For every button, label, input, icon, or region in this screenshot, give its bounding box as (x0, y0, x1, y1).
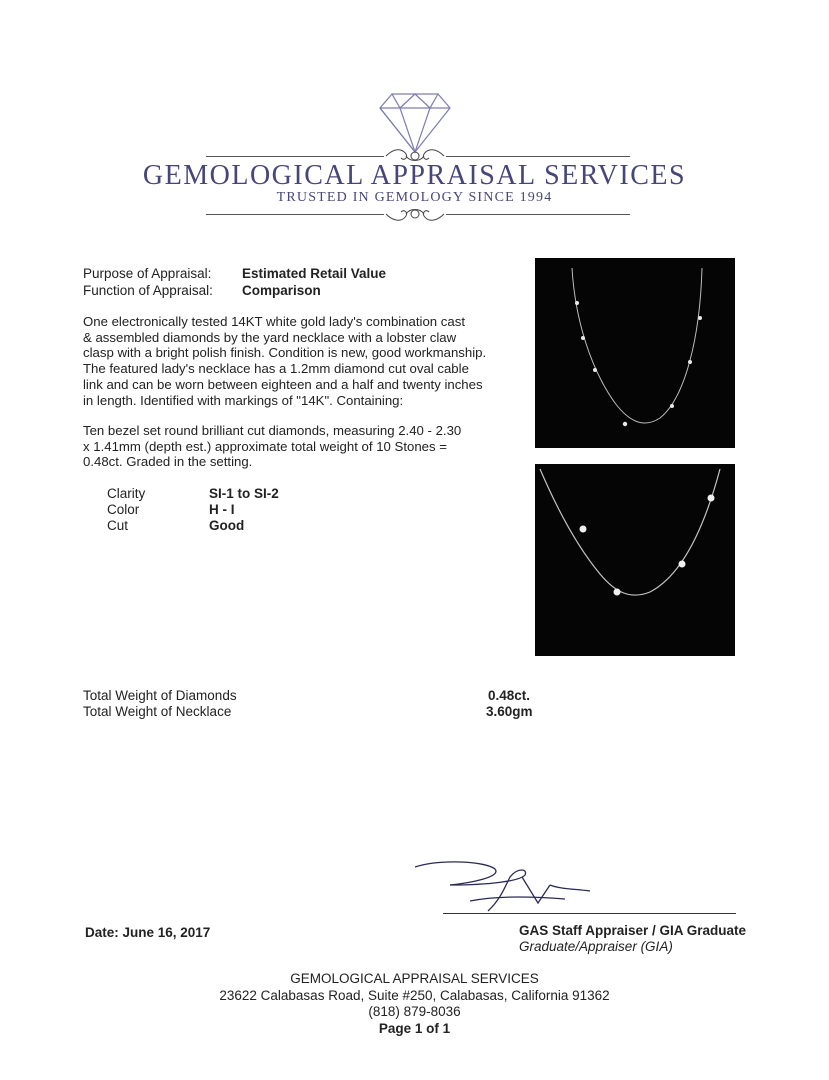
description-line: & assembled diamonds by the yard necklace with a lobster claw (83, 329, 457, 345)
purpose-value: Estimated Retail Value (242, 266, 387, 281)
description-line: link and can be worn between eighteen and a half and twenty inches (83, 376, 483, 392)
necklace-photo-detail (535, 464, 735, 656)
org-name-heading: GEMOLOGICAL APPRAISAL SERVICES (142, 160, 687, 191)
stones-line: 0.48ct. Graded in the setting. (83, 454, 253, 470)
color-label: Color (107, 502, 140, 517)
ornament-bottom-icon (384, 204, 446, 224)
purpose-label: Purpose of Appraisal: (83, 266, 212, 281)
cut-value: Good (209, 518, 245, 533)
org-tagline: TRUSTED IN GEMOLOGY SINCE 1994 (276, 190, 553, 205)
cut-label: Cut (107, 518, 129, 533)
header-rule-bottom-left (206, 214, 384, 215)
header-rule-bottom-right (446, 214, 630, 215)
item-description (83, 314, 508, 408)
page-number: Page 1 of 1 (378, 1021, 451, 1036)
appraiser-title: GAS Staff Appraiser / GIA Graduate (519, 923, 747, 938)
description-line: One electronically tested 14KT white gold lady's combination cast (83, 314, 465, 329)
total-diamonds-value: 0.48ct. (488, 688, 531, 703)
necklace-photo-full (535, 258, 735, 448)
stones-line: x 1.41mm (depth est.) approximate total weight of 10 Stones = (83, 438, 447, 454)
diamond-logo-icon (378, 92, 452, 154)
header-rule-top-left (206, 156, 384, 157)
total-necklace-value: 3.60gm (486, 704, 533, 719)
header-rule-top-right (446, 156, 630, 157)
appraisal-date: Date: June 16, 2017 (85, 925, 211, 940)
total-necklace-label: Total Weight of Necklace (83, 704, 232, 719)
footer-address: 23622 Calabasas Road, Suite #250, Calabasas, California 91362 (219, 988, 610, 1003)
clarity-value: SI-1 to SI-2 (209, 486, 279, 501)
description-line: The featured lady's necklace has a 1.2mm diamond cut oval cable (83, 361, 469, 377)
appraiser-signature-icon (410, 855, 650, 920)
footer-phone: (818) 879-8036 (368, 1004, 461, 1019)
description-line: clasp with a bright polish finish. Condition is new, good workmanship. (83, 345, 487, 361)
stones-line: Ten bezel set round brilliant cut diamonds, measuring 2.40 - 2.30 (83, 423, 462, 438)
signature-line (443, 913, 736, 914)
appraiser-subtitle: Graduate/Appraiser (GIA) (519, 939, 673, 954)
function-label: Function of Appraisal: (83, 283, 213, 298)
total-diamonds-label: Total Weight of Diamonds (83, 688, 237, 703)
description-line: in length. Identified with markings of "14K". Containing: (83, 392, 404, 408)
stones-description (83, 423, 503, 470)
clarity-label: Clarity (107, 486, 146, 501)
function-value: Comparison (242, 283, 321, 298)
footer-org: GEMOLOGICAL APPRAISAL SERVICES (290, 971, 539, 986)
color-value: H - I (209, 502, 235, 517)
